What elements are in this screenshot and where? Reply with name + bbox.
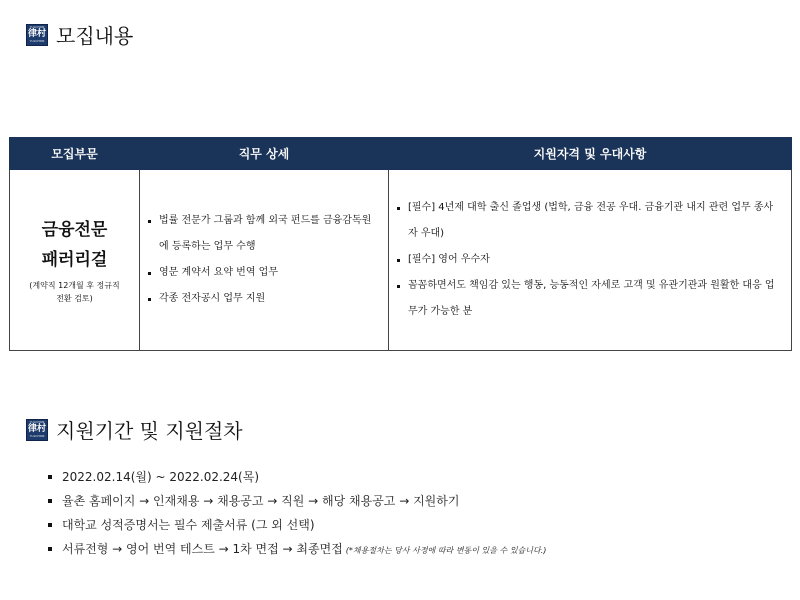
column-header-qualifications: 지원자격 및 우대사항 [389,138,792,170]
process-change-note: (*채용절차는 당사 사정에 따라 변동이 있을 수 있습니다.) [345,546,547,555]
application-process-list [46,465,546,563]
list-item: [필수] 영어 우수자 [389,247,791,273]
list-item: 2022.02.14(월) ~ 2022.02.24(목) [46,465,546,489]
list-item: 영문 계약서 요약 번역 업무 [140,260,388,286]
list-item: 대학교 성적증명서는 필수 제출서류 (그 외 선택) [46,513,546,537]
yulchon-logo-icon: YULCHON 律村 YULCHON [26,24,48,46]
section-title: 모집내용 [56,24,134,48]
list-item: [필수] 4년제 대학 출신 졸업생 (법학, 금융 전공 우대. 금융기관 내지 관련 업무 종사자 우대) [389,195,791,247]
column-header-department: 모집부문 [10,138,140,170]
department-name-line2: 패러리걸 [41,250,108,270]
yulchon-logo-icon: YULCHON 律村 YULCHON [26,419,48,441]
list-item: 법률 전문가 그룹과 함께 외국 펀드를 금융감독원에 등록하는 업무 수행 [140,208,388,260]
table-header-row [10,138,792,170]
section-heading-recruitment [26,20,133,49]
section-title: 지원기간 및 지원절차 [56,419,243,443]
duties-list [140,208,388,312]
qualifications-cell [389,170,792,351]
list-item: 각종 전자공시 업무 지원 [140,286,388,312]
section-heading-application [26,415,243,444]
list-item [46,537,546,563]
process-steps-text: 서류전형 → 영어 번역 테스트 → 1차 면접 → 최종면접 [62,542,343,556]
department-name-line1: 금융전문 [41,220,108,240]
department-note-line1: (계약직 12개월 후 정규직 [29,281,120,290]
qualifications-list [389,195,791,325]
list-item: 율촌 홈페이지 → 인재채용 → 채용공고 → 직원 → 해당 채용공고 → 지원하기 [46,489,546,513]
department-note [10,279,139,305]
table-row [10,170,792,351]
department-cell [10,170,140,351]
column-header-duties: 직무 상세 [140,138,389,170]
duties-cell [140,170,389,351]
recruitment-table [9,137,792,351]
department-note-line2: 전환 검토) [56,294,93,303]
list-item: 꼼꼼하면서도 책임감 있는 행동, 능동적인 자세로 고객 및 유관기관과 원활한 대응 업무가 가능한 분 [389,273,791,325]
